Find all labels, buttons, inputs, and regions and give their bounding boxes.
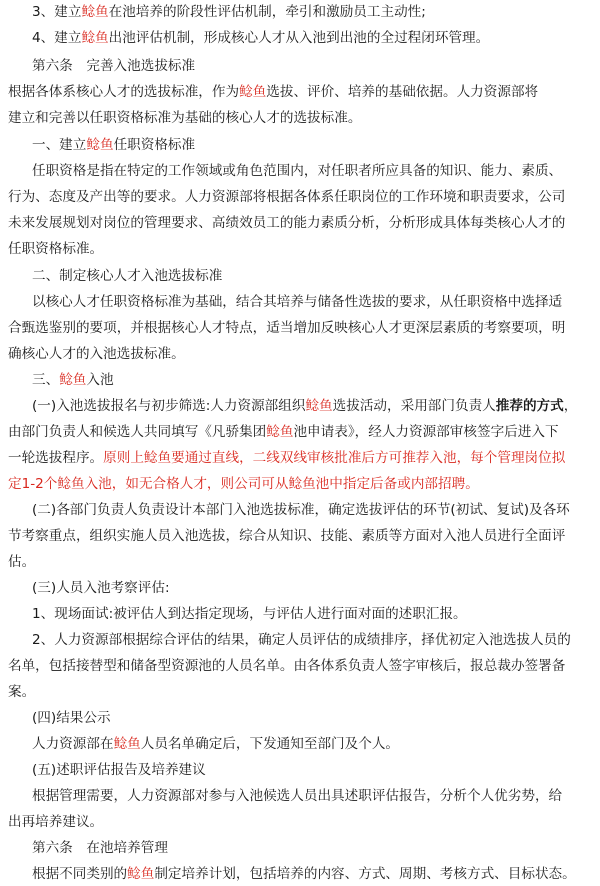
text-segment: 2、人力资源部根据综合评估的结果，确定人员评估的成绩排序，择优初定入池选拔人员的 [32, 632, 571, 648]
text-segment: 选拔、评价、培养的基础依据。人力资源部将 [266, 84, 539, 100]
text-line [8, 682, 600, 704]
highlighted-sentence: 定1-2个鲶鱼入池，如无合格人才，则公司可从鲶鱼池中指定后备或内部招聘。 [8, 476, 479, 492]
highlighted-term: 鲶鱼 [81, 4, 109, 20]
text-segment: 二、制定核心人才入池选拔标准 [32, 268, 223, 284]
text-segment: 4、建立 [32, 30, 82, 46]
highlighted-term: 鲶鱼 [81, 30, 109, 46]
highlighted-term: 鲶鱼 [239, 84, 267, 100]
text-line [32, 2, 600, 24]
text-line [32, 578, 600, 600]
text-segment: 名单，包括接替型和储备型资源池的人员名单。由各体系负责人签字审核后，报总裁办签署备 [8, 658, 566, 674]
text-line [32, 135, 600, 157]
text-line [32, 864, 600, 886]
text-line [32, 604, 600, 626]
text-segment: 三、 [32, 372, 60, 388]
highlighted-term: 鲶鱼 [127, 866, 155, 882]
text-segment: 根据各体系核心人才的选拔标准，作为 [8, 84, 240, 100]
text-segment: 建立和完善以任职资格标准为基础的核心人才的选拔标准。 [8, 110, 362, 126]
text-line [32, 266, 600, 288]
text-segment: 制定培养计划，包括培养的内容、方式、周期、考核方式、目标状态。 [154, 866, 576, 882]
text-line [32, 56, 600, 78]
text-line [8, 108, 600, 130]
highlighted-term: 鲶鱼 [305, 398, 333, 414]
text-line [8, 213, 600, 235]
text-line [32, 630, 600, 652]
text-segment: 确核心人才的入池选拔标准。 [8, 346, 185, 362]
text-line [32, 734, 600, 756]
text-line [8, 656, 600, 678]
highlighted-term: 鲶鱼 [113, 736, 141, 752]
text-line [32, 838, 600, 860]
text-segment: 选拔活动，采用部门负责人 [332, 398, 496, 414]
text-segment: 人力资源部在 [32, 736, 114, 752]
text-line [32, 760, 600, 782]
text-line [8, 526, 600, 548]
text-segment: (三)人员入池考察评估: [32, 580, 170, 596]
text-line [8, 448, 600, 470]
text-segment: ， [563, 398, 578, 414]
text-line [32, 708, 600, 730]
text-segment: 估。 [8, 554, 36, 570]
text-segment: 以核心人才任职资格标准为基础，结合其培养与储备性选拔的要求，从任职资格中选择适 [32, 294, 563, 310]
text-segment: 第六条 完善入池选拔标准 [32, 58, 196, 74]
text-segment: 3、建立 [32, 4, 82, 20]
text-line [8, 812, 600, 834]
text-segment: 在池培养的阶段性评估机制，牵引和激励员工主动性; [108, 4, 426, 20]
text-segment: 根据管理需要，人力资源部对参与入池候选人员出具述职评估报告，分析个人优劣势，给 [32, 788, 563, 804]
text-segment: 出池评估机制，形成核心人才从入池到出池的全过程闭环管理。 [108, 30, 490, 46]
text-segment: 池申请表》，经人力资源部审核签字后进入下 [293, 424, 559, 440]
text-line [32, 370, 600, 392]
text-segment: 未来发展规划对岗位的管理要求、高绩效员工的能力素质分析，分析形成具体每类核心人才的 [8, 215, 566, 231]
text-segment: 案。 [8, 684, 36, 700]
highlighted-term: 鲶鱼 [266, 424, 294, 440]
text-segment: (二)各部门负责人负责设计本部门入池选拔标准，确定选拔评估的环节(初试、复试)及各环 [32, 502, 570, 518]
text-line [8, 239, 600, 261]
highlighted-term: 鲶鱼 [86, 137, 114, 153]
text-segment: 出再培养建议。 [8, 814, 104, 830]
text-line [8, 344, 600, 366]
text-segment: (一)入池选拔报名与初步筛选:人力资源部组织 [32, 398, 306, 414]
text-segment: 一、建立 [32, 137, 87, 153]
text-segment: 第六条 在池培养管理 [32, 840, 168, 856]
text-segment: 合甄选鉴别的要项，并根据核心人才特点，适当增加反映核心人才更深层素质的考察要项，明 [8, 320, 566, 336]
highlighted-sentence: 原则上鲶鱼要通过直线，二线双线审核批准后方可推荐入池，每个管理岗位拟 [103, 450, 566, 466]
text-segment: 由部门负责人和候选人共同填写《凡骄集团 [8, 424, 267, 440]
text-line [32, 292, 600, 314]
text-segment: 入池 [86, 372, 114, 388]
text-line [8, 82, 600, 104]
text-segment: 任职资格是指在特定的工作领域或角色范围内，对任职者所应具备的知识、能力、素质、 [32, 163, 563, 179]
text-line [32, 786, 600, 808]
text-segment: 根据不同类别的 [32, 866, 128, 882]
text-line [8, 187, 600, 209]
text-segment: 行为、态度及产出等的要求。人力资源部将根据各体系任职岗位的工作环境和职责要求，公司 [8, 189, 566, 205]
text-segment: 任职资格标准。 [8, 241, 104, 257]
text-line [8, 422, 600, 444]
text-line [8, 552, 600, 574]
text-line [32, 396, 600, 418]
highlighted-term: 鲶鱼 [59, 372, 87, 388]
text-segment: (四)结果公示 [32, 710, 111, 726]
text-line [8, 318, 600, 340]
text-line [8, 474, 600, 496]
text-segment: 推荐的方式 [495, 398, 564, 414]
text-segment: 任职资格标准 [113, 137, 196, 153]
text-line [32, 28, 600, 50]
text-segment: (五)述职评估报告及培养建议 [32, 762, 206, 778]
text-segment: 一轮选拔程序。 [8, 450, 104, 466]
text-line [32, 161, 600, 183]
text-line [32, 500, 600, 522]
text-segment: 节考察重点，组织实施人员入池选拔，综合从知识、技能、素质等方面对入池人员进行全面评 [8, 528, 566, 544]
text-segment: 1、现场面试:被评估人到达指定现场，与评估人进行面对面的述职汇报。 [32, 606, 467, 622]
text-segment: 人员名单确定后，下发通知至部门及个人。 [140, 736, 400, 752]
